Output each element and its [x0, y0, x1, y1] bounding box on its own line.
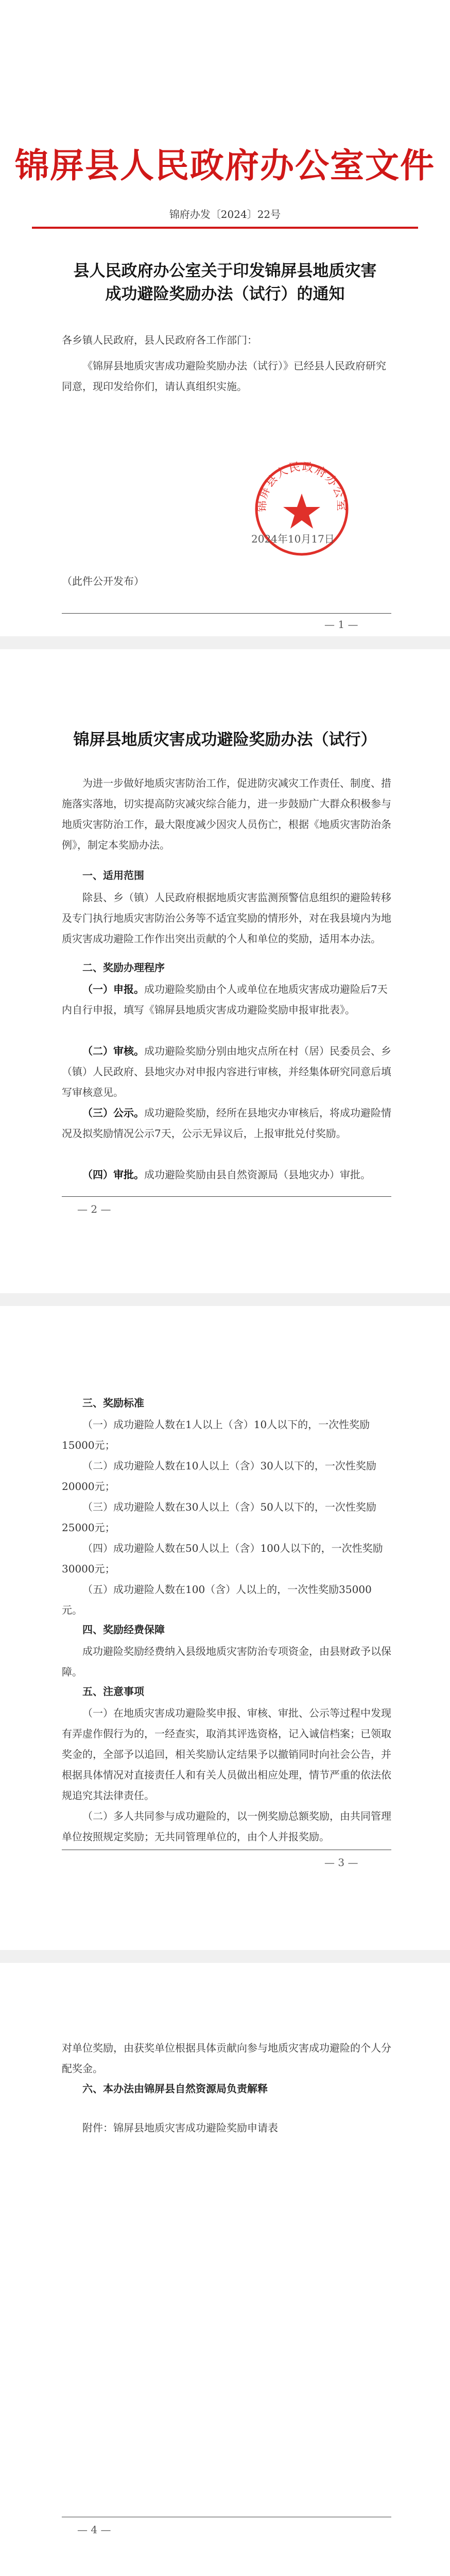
addressee: 各乡镇人民政府，县人民政府各工作部门：	[62, 334, 257, 346]
section-2-item-2: （二）审核。成功避险奖励分别由地灾点所在村（居）民委员会、乡（镇）人民政府、县地灾办对申报内容进行审核，并经集体研究同意后填写审核意见。	[62, 1045, 391, 1098]
footer-line	[62, 613, 391, 614]
page-number-2: — 2 —	[77, 1203, 111, 1215]
regulation-intro: 为进一步做好地质灾害防治工作，促进防灾减灾工作责任、制度、措施落实落地，切实提高防灾减灾综合能力，进一步鼓励广大群众积极参与地质灾害防治工作，最大限度减少因灾人员伤亡，根据《地质灾害防治条例》，制定本奖励办法。	[62, 777, 391, 851]
section-5-continuation: 对单位奖励，由获奖单位根据具体贡献向参与地质灾害成功避险的个人分配奖金。	[62, 2042, 391, 2075]
page-number-3: — 3 —	[324, 1856, 358, 1869]
page-3	[0, 1306, 450, 1950]
notice-title-line-2: 成功避险奖励办法（试行）的通知	[105, 285, 345, 303]
page-2	[0, 649, 450, 1293]
section-6-heading: 六、本办法由锦屏县自然资源局负责解释	[82, 2082, 268, 2095]
section-2-item-4: （四）审批。成功避险奖励由县自然资源局（县地灾办）审批。	[82, 1168, 371, 1181]
award-tier-4: （四）成功避险人数在50人以上（含）100人以下的，一次性奖励30000元；	[62, 1542, 383, 1575]
notice-body: 《锦屏县地质灾害成功避险奖励办法（试行）》已经县人民政府研究同意，现印发给你们，请认真组织实施。	[62, 360, 386, 393]
page-1	[0, 0, 450, 636]
issue-date: 2024年10月17日	[251, 533, 335, 545]
page-gap	[0, 636, 450, 649]
page-gap	[0, 1293, 450, 1306]
notice-title-line-1: 县人民政府办公室关于印发锦屏县地质灾害	[73, 262, 377, 280]
section-4-heading: 四、奖励经费保障	[82, 1623, 165, 1636]
section-1-heading: 一、适用范围	[82, 869, 144, 882]
footer-line	[62, 1196, 391, 1197]
page-number-4: — 4 —	[77, 2523, 111, 2536]
section-1-body: 除县、乡（镇）人民政府根据地质灾害监测预警信息组织的避险转移及专门执行地质灾害防治公务等不适宜奖励的情形外，对在我县境内为地质灾害成功避险工作作出突出贡献的个人和单位的奖励，适用本办法。	[62, 891, 391, 945]
header-red-line	[32, 227, 418, 229]
section-2-item-1: （一）申报。成功避险奖励由个人或单位在地质灾害成功避险后7天内自行申报，填写《锦屏县地质灾害成功避险奖励申报审批表》。	[62, 983, 388, 1016]
award-tier-2: （二）成功避险人数在10人以上（含）30人以下的，一次性奖励20000元；	[62, 1460, 376, 1493]
section-5-item-1: （一）在地质灾害成功避险奖申报、审核、审批、公示等过程中发现有弄虚作假行为的，一经查实，取消其评选资格，记入诚信档案；已领取奖金的，全部予以追回，相关奖励认定结果予以撤销同时向社会公告，并根据具体情况对直接责任人和有关人员做出相应处理，情节严重的依法依规追究其法律责任。	[62, 1707, 391, 1802]
page-4	[0, 1963, 450, 2576]
award-tier-1: （一）成功避险人数在1人以上（含）10人以下的，一次性奖励15000元；	[62, 1418, 370, 1451]
page-number-1: — 1 —	[324, 618, 358, 631]
regulation-title: 锦屏县地质灾害成功避险奖励办法（试行）	[73, 731, 377, 749]
section-5-item-2: （二）多人共同参与成功避险的，以一例奖励总额奖励，由共同管理单位按照规定奖励；无共同管理单位的，由个人并报奖励。	[62, 1810, 391, 1843]
document-header-title: 锦屏县人民政府办公室文件	[15, 146, 435, 185]
award-tier-5: （五）成功避险人数在100（含）人以上的，一次性奖励35000元。	[62, 1583, 372, 1616]
section-4-body: 成功避险奖励经费纳入县级地质灾害防治专项资金，由县财政予以保障。	[62, 1645, 391, 1678]
page-gap	[0, 1950, 450, 1963]
section-2-heading: 二、奖励办理程序	[82, 961, 165, 974]
section-2-item-3: （三）公示。成功避险奖励，经所在县地灾办审核后，将成功避险情况及拟奖励情况公示7天，公示无异议后，上报审批兑付奖励。	[62, 1107, 391, 1140]
document-number: 锦府办发〔2024〕22号	[169, 208, 281, 221]
svg-text:锦屏县人民政府办公室: 锦屏县人民政府办公室	[255, 460, 348, 512]
award-tier-3: （三）成功避险人数在30人以上（含）50人以下的，一次性奖励25000元；	[62, 1501, 376, 1534]
attachment-note: 附件：锦屏县地质灾害成功避险奖励申请表	[82, 2122, 278, 2134]
section-3-heading: 三、奖励标准	[82, 1397, 144, 1409]
section-5-heading: 五、注意事项	[82, 1685, 144, 1698]
publicity-note: （此件公开发布）	[62, 575, 144, 587]
